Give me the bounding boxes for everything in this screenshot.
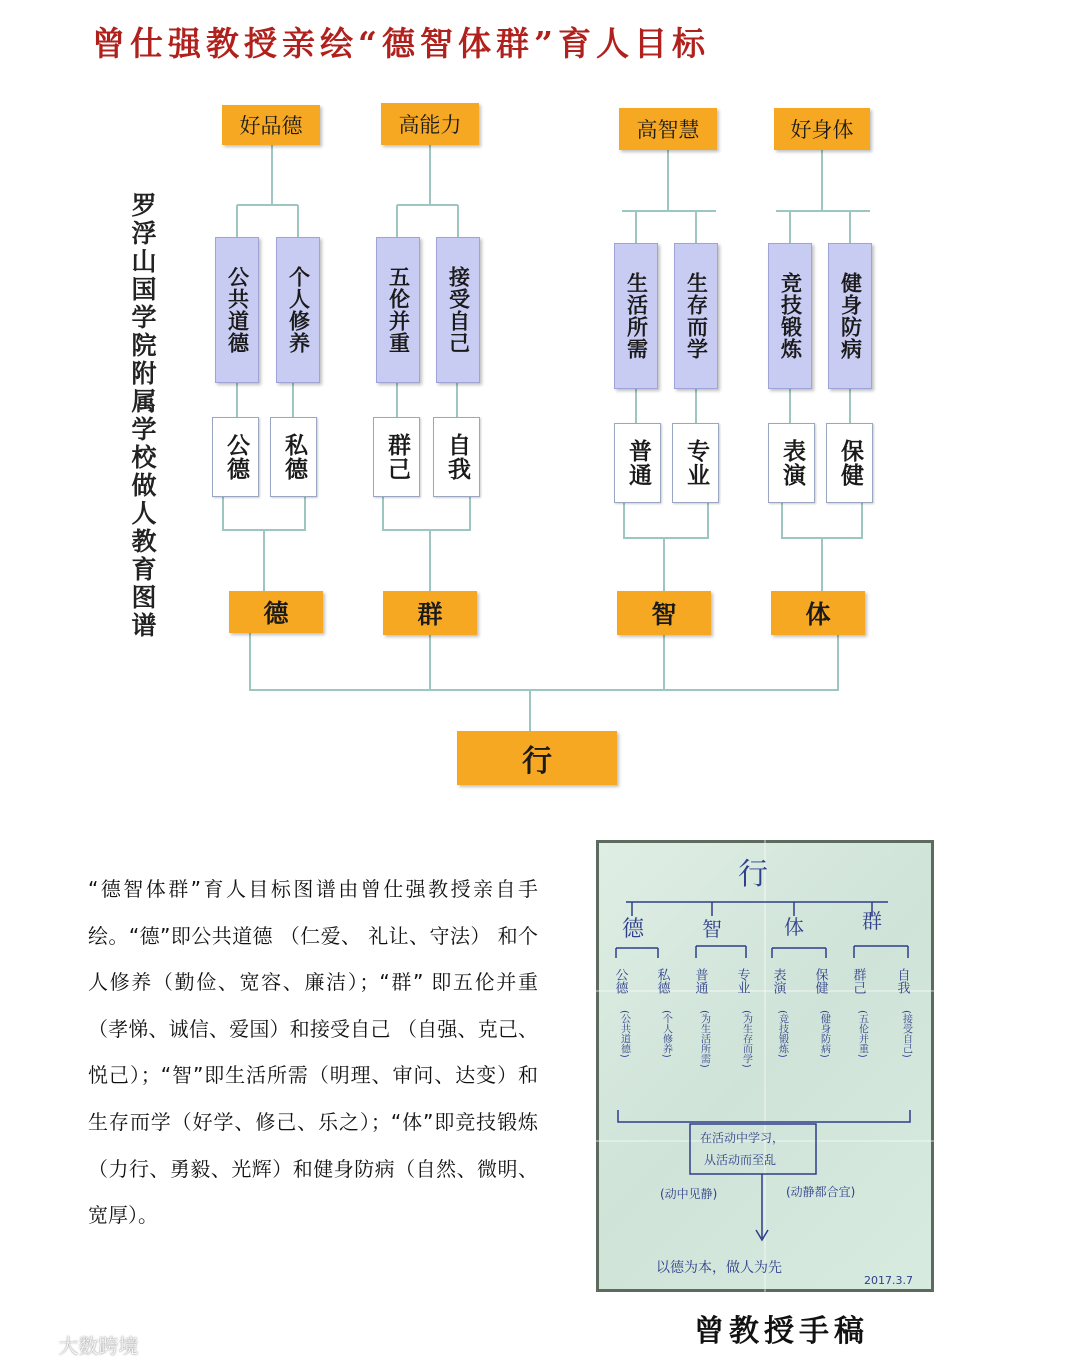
ms-branch-3: 体: [784, 915, 804, 939]
ms-branch-2: 智: [702, 917, 722, 941]
branch-box-competitive-training: 竞技锻炼: [768, 243, 812, 389]
ms-root: 行: [738, 857, 768, 892]
leaf-box-gongde: 公德: [212, 417, 259, 497]
ms-leaf-4: 专业: [734, 968, 750, 994]
ms-side-note-left: (动中见静): [660, 1187, 718, 1201]
category-box-zhi: 智: [617, 591, 711, 635]
leaf-box-putong: 普通: [614, 423, 661, 503]
ms-side-note-right: (动静都合宜): [786, 1185, 856, 1199]
ms-note-6: (健身防病): [818, 1010, 830, 1058]
ms-leaf-5: 表演: [770, 968, 786, 994]
ms-date: 2017.3.7: [864, 1274, 913, 1287]
watermark: [10, 1330, 138, 1359]
ms-leaf-6: 保健: [812, 968, 828, 994]
leaf-box-side: 私德: [270, 417, 317, 497]
ms-note-7: (五伦并重): [856, 1010, 868, 1058]
watermark-logo-icon: [10, 1337, 52, 1359]
category-box-qun: 群: [383, 591, 477, 635]
goal-box-high-wisdom: 高智慧: [619, 108, 717, 150]
branch-box-five-relations: 五伦并重: [376, 237, 420, 383]
ms-note-8: (接受自己): [900, 1010, 912, 1058]
leaf-box-ziwo: 自我: [433, 417, 480, 497]
description-text: “德智体群”育人目标图谱由曾仕强教授亲自手绘。“德”即公共道德 （仁爱、 礼让、守法） 和个人修养（勤俭、宽容、廉洁）；“群” 即五伦并重（孝悌、诚信、爱国）和接受自己 （自强、克己、悦己）；“智”即生活所需（明理、审问、达变）和生存而学（好学、修己、乐之）；“体”即竞技锻炼（力行、勇毅、光辉）和健身防病（自然、微明、宽厚）。: [88, 877, 538, 1228]
goal-box-good-body: 好身体: [774, 108, 870, 150]
side-label: 罗浮山国学院附属学校做人教育图谱: [128, 192, 157, 640]
ms-leaf-7: 群己: [850, 968, 866, 994]
ms-leaf-8: 自我: [894, 968, 910, 994]
branch-box-learn-to-live: 生存而学: [674, 243, 718, 389]
ms-branch-1: 德: [622, 917, 645, 942]
goal-box-good-morality: 好品德: [222, 105, 320, 145]
root-box-xing: 行: [457, 731, 617, 785]
ms-box-line-2: 从活动而至乱: [704, 1153, 777, 1167]
leaf-box-zhuanye: 专业: [672, 423, 719, 503]
ms-leaf-3: 普通: [692, 968, 708, 994]
ms-motto: 以德为本，做人为先: [656, 1260, 782, 1276]
ms-leaf-2: 私德: [654, 968, 670, 994]
goal-box-high-ability: 高能力: [381, 103, 479, 145]
watermark-text: 大数跨境: [58, 1334, 139, 1358]
leaf-box-biaoyan: 表演: [768, 423, 815, 503]
page-title: 曾仕强教授亲绘“德智体群”育人目标: [92, 24, 710, 63]
ms-note-4: (为生存而学): [740, 1010, 752, 1068]
ms-box-line-1: 在活动中学习，: [700, 1131, 785, 1145]
category-box-de: 德: [229, 591, 323, 633]
ms-note-5: (竞技锻炼): [776, 1010, 788, 1058]
manuscript-photo: [596, 840, 934, 1292]
branch-box-life-needs: 生活所需: [614, 243, 658, 389]
branch-box-fitness-prevention: 健身防病: [828, 243, 872, 389]
leaf-box-baojian: 保健: [826, 423, 873, 503]
branch-box-public-morality: 公共道德: [215, 237, 259, 383]
manuscript-caption: 曾教授手稿: [694, 1314, 869, 1349]
branch-box-accept-self: 接受自己: [436, 237, 480, 383]
manuscript-drawing: [596, 840, 934, 1292]
ms-leaf-1: 公德: [612, 968, 628, 994]
ms-note-3: (为生活所需): [698, 1010, 710, 1068]
leaf-box-qunji: 群己: [373, 417, 420, 497]
ms-branch-4: 群: [862, 909, 882, 933]
ms-note-1: (公共道德): [618, 1010, 630, 1058]
branch-box-personal-cultivation: 个人修养: [276, 237, 320, 383]
ms-note-2: (个人修养): [660, 1010, 672, 1058]
category-box-ti: 体: [771, 591, 865, 635]
